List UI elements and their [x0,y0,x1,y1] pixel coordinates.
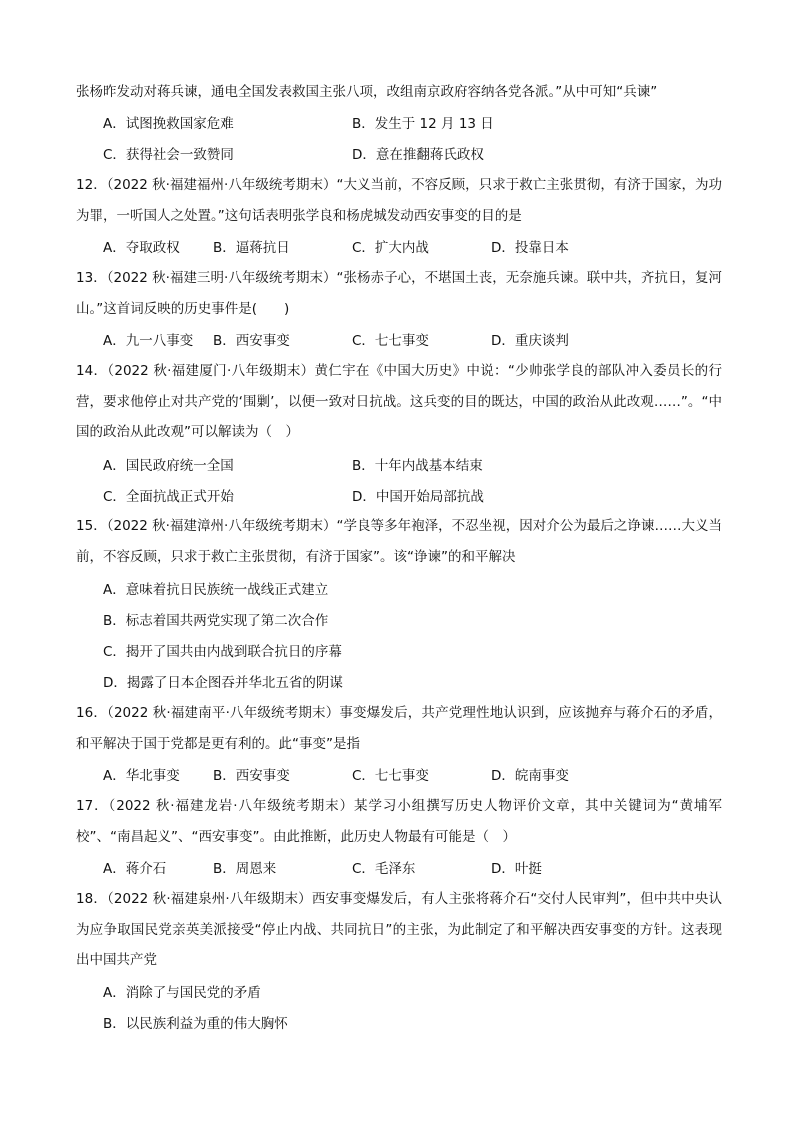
option-b: B．逼蒋抗日 [213,240,290,256]
option-d: D．皖南事变 [491,768,569,784]
option-c: C．毛泽东 [352,861,416,877]
option-b: B．以民族利益为重的伟大胸怀 [103,1016,288,1032]
option-a: A．国民政府统一全国 [103,458,234,474]
option-c: C．七七事变 [352,768,429,784]
question-stem: 14．（2022 秋·福建厦门·八年级期末）黄仁宇在《中国大历史》中说：“少帅张学良的部队冲入委员长的行营，要求他停止对共产党的‘围剿’，以便一致对日抗战。这兵变的目的既达，中国的政治从此改观……”。“中国的政治从此改观”可以解读为（ ） [76,363,722,440]
option-c: C．揭开了国共由内战到联合抗日的序幕 [103,644,342,660]
option-c: C．七七事变 [352,333,429,349]
option-b: B．西安事变 [213,333,290,349]
question-stem: 15．（2022 秋·福建漳州·八年级统考期末）“学良等多年袍泽，不忍坐视，因对介公为最后之诤谏……大义当前，不容反顾，只求于救亡主张贯彻，有济于国家”。该“诤谏”的和平解决 [76,518,722,565]
option-d: D．投靠日本 [491,240,569,256]
question-stem: 12．（2022 秋·福建福州·八年级统考期末）“大义当前，不容反顾，只求于救亡主张贯彻，有济于国家，为功为罪，一听国人之处置。”这句话表明张学良和杨虎城发动西安事变的目的是 [76,177,722,224]
option-d: D．揭露了日本企图吞并华北五省的阴谋 [103,675,343,691]
option-c: C．扩大内战 [352,240,429,256]
option-c: C．全面抗战正式开始 [103,489,234,505]
option-a: A．九一八事变 [103,333,194,349]
option-b: B．周恩来 [213,861,277,877]
option-a: A．华北事变 [103,768,180,784]
option-d: D．叶挺 [491,861,542,877]
question-stem: 张杨昨发动对蒋兵谏，通电全国发表救国主张八项，改组南京政府容纳各党各派。”从中可知“兵谏” [76,84,658,100]
option-a: A．意味着抗日民族统一战线正式建立 [103,582,329,598]
option-d: D．中国开始局部抗战 [352,489,484,505]
option-d: D．意在推翻蒋氏政权 [352,147,484,163]
option-b: B．发生于 12 月 13 日 [352,116,494,132]
option-a: A．消除了与国民党的矛盾 [103,985,261,1001]
question-stem: 16．（2022 秋·福建南平·八年级统考期末）事变爆发后，共产党理性地认识到，应该抛弃与蒋介石的矛盾，和平解决于国于党都是更有利的。此“事变”是指 [76,705,722,752]
question-stem: 17．（2022 秋·福建龙岩·八年级统考期末）某学习小组撰写历史人物评价文章，其中关键词为“黄埔军校”、“南昌起义”、“西安事变”。由此推断，此历史人物最有可能是（ ） [76,798,722,845]
option-a: A．蒋介石 [103,861,167,877]
option-b: B．标志着国共两党实现了第二次合作 [103,613,329,629]
option-d: D．重庆谈判 [491,333,569,349]
option-b: B．十年内战基本结束 [352,458,483,474]
question-stem: 13．（2022 秋·福建三明·八年级统考期末）“张杨赤子心，不堪国土丧，无奈施兵谏。联中共，齐抗日，复河山。”这首词反映的历史事件是( ) [76,270,722,317]
option-a: A．夺取政权 [103,240,180,256]
option-a: A．试图挽救国家危难 [103,116,234,132]
question-stem: 18．（2022 秋·福建泉州·八年级期末）西安事变爆发后，有人主张将蒋介石“交付人民审判”，但中共中央认为应争取国民党亲英美派接受“停止内战、共同抗日”的主张，为此制定了和平解决西安事变的方针。这表现出中国共产党 [76,891,722,968]
option-c: C．获得社会一致赞同 [103,147,234,163]
option-b: B．西安事变 [213,768,290,784]
